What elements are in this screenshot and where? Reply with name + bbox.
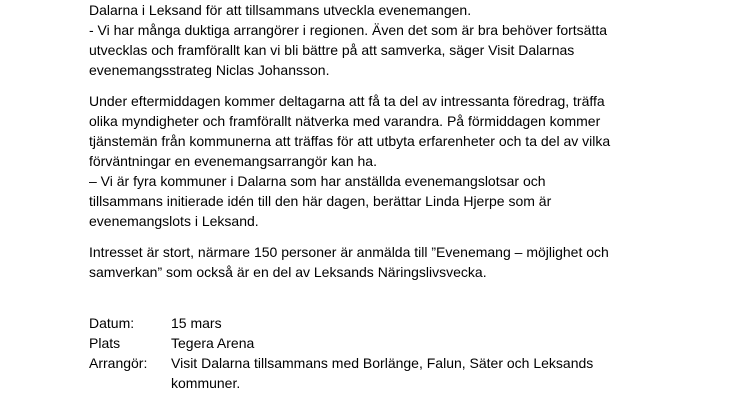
text-line: olika myndigheter och framförallt nätverka med varandra. På förmiddagen kommer (89, 113, 601, 129)
detail-label: Plats (89, 335, 121, 351)
detail-value: Visit Dalarna tillsammans med Borlänge, Falun, Säter och Leksands kommuner. (171, 355, 594, 391)
detail-row-place (89, 333, 729, 353)
text-line: evenemangsstrateg Niclas Johansson. (89, 62, 330, 78)
text-line: tillsammans initierade idén till den här dagen, berättar Linda Hjerpe som är (89, 193, 552, 209)
text-line: evenemangslots i Leksand. (89, 213, 259, 229)
detail-label: Arrangör: (89, 355, 148, 371)
detail-row-organizer (89, 353, 729, 393)
document-body (89, 0, 729, 393)
paragraph-interest (89, 242, 729, 282)
detail-row-date (89, 313, 729, 333)
text-line: – Vi är fyra kommuner i Dalarna som har anställda evenemangslotsar och (89, 173, 546, 189)
paragraph-program (89, 91, 729, 231)
text-line: samverkan” som också är en del av Leksands Näringslivsvecka. (89, 264, 487, 280)
detail-value: 15 mars (171, 315, 222, 331)
paragraph-intro (89, 0, 729, 80)
text-line: tjänstemän från kommunerna att träffas för att utbyta erfarenheter och ta del av vilka (89, 133, 611, 149)
text-line: utvecklas och framförallt kan vi bli bättre på att samverka, säger Visit Dalarnas (89, 42, 575, 58)
event-details (89, 313, 729, 393)
text-line: - Vi har många duktiga arrangörer i regionen. Även det som är bra behöver fortsätta (89, 22, 608, 38)
text-line: Intresset är stort, närmare 150 personer är anmälda till ”Evenemang – möjlighet och (89, 244, 609, 260)
text-line: förväntningar en evenemangsarrangör kan ha. (89, 153, 377, 169)
detail-label: Datum: (89, 315, 135, 331)
detail-value: Tegera Arena (171, 335, 255, 351)
text-line: Dalarna i Leksand för att tillsammans utveckla evenemangen. (89, 2, 472, 18)
text-line: Under eftermiddagen kommer deltagarna att få ta del av intressanta föredrag, träffa (89, 93, 605, 109)
